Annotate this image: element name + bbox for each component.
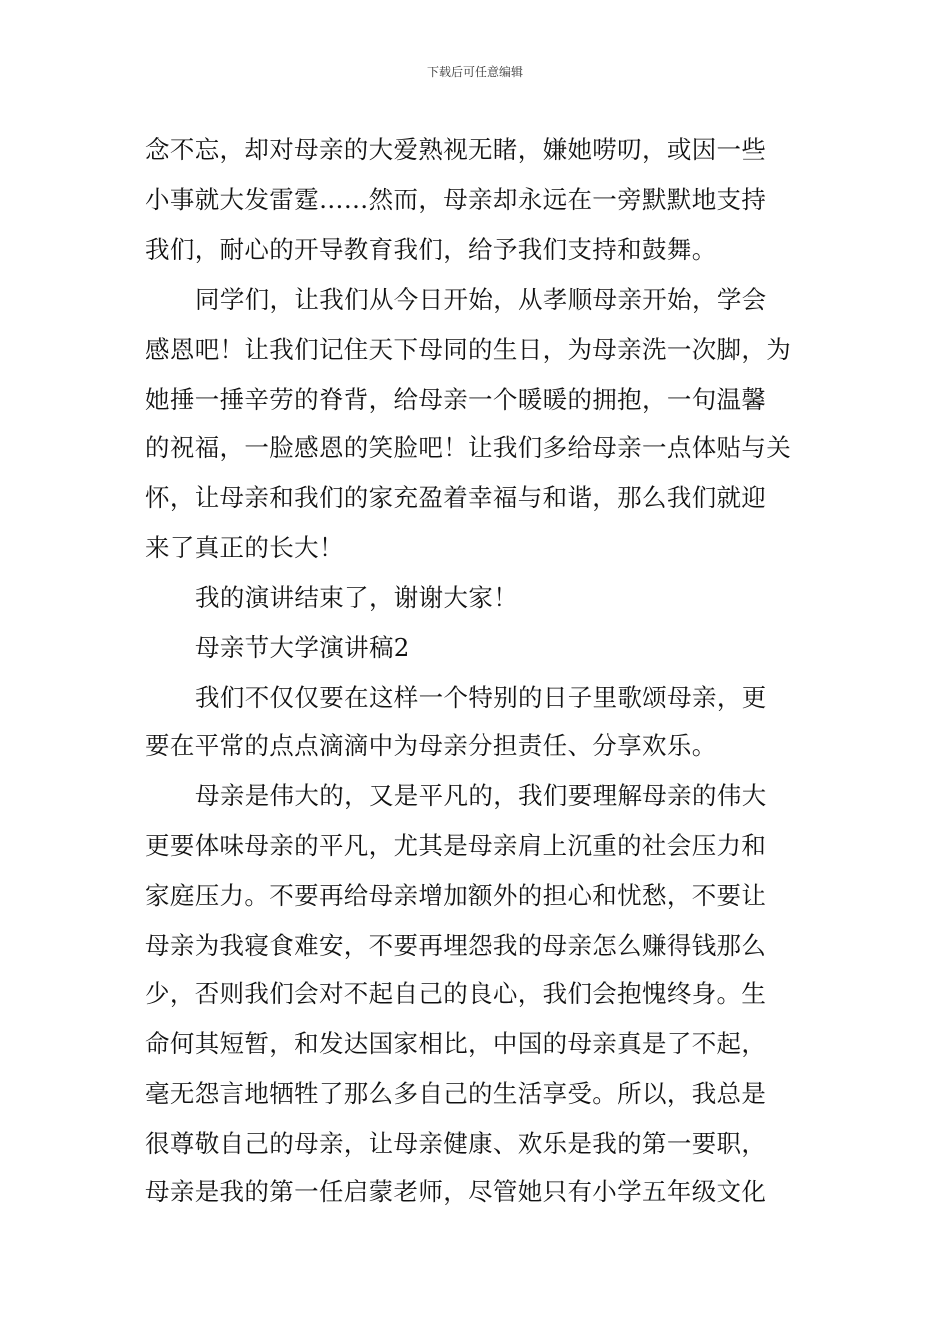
- page-header-note: 下载后可任意编辑: [426, 65, 523, 79]
- text-line: 毫无怨言地牺牲了那么多自己的生活享受。所以，我总是: [145, 1079, 767, 1108]
- text-line: 更要体味母亲的平凡，尤其是母亲肩上沉重的社会压力和: [145, 831, 767, 860]
- section-heading: 母亲节大学演讲稿2: [195, 633, 410, 662]
- text-line: 要在平常的点点滴滴中为母亲分担责任、分享欢乐。: [145, 731, 717, 760]
- text-line: 念不忘，却对母亲的大爱熟视无睹，嫌她唠叨，或因一些: [145, 135, 767, 164]
- text-line: 我们，耐心的开导教育我们，给予我们支持和鼓舞。: [145, 235, 717, 264]
- text-line: 的祝福，一脸感恩的笑脸吧！让我们多给母亲一点体贴与关: [145, 433, 792, 462]
- text-line: 来了真正的长大！: [145, 533, 344, 562]
- text-line: 家庭压力。不要再给母亲增加额外的担心和忧愁，不要让: [145, 881, 767, 910]
- text-line: 感恩吧！让我们记住天下母同的生日，为母亲洗一次脚，为: [145, 335, 792, 364]
- text-line: 少，否则我们会对不起自己的良心，我们会抱愧终身。生: [145, 979, 767, 1008]
- text-line: 母亲为我寝食难安，不要再埋怨我的母亲怎么赚得钱那么: [145, 931, 767, 960]
- text-line: 我们不仅仅要在这样一个特别的日子里歌颂母亲，更: [195, 683, 767, 712]
- text-line: 母亲是我的第一任启蒙老师，尽管她只有小学五年级文化: [145, 1177, 767, 1206]
- text-line: 她捶一捶辛劳的脊背，给母亲一个暖暖的拥抱，一句温馨: [145, 385, 767, 414]
- text-line: 同学们，让我们从今日开始，从孝顺母亲开始，学会: [195, 285, 767, 314]
- text-line: 母亲是伟大的，又是平凡的，我们要理解母亲的伟大: [195, 781, 767, 810]
- text-line: 小事就大发雷霆……然而，母亲却永远在一旁默默地支持: [145, 185, 767, 214]
- text-line: 很尊敬自己的母亲，让母亲健康、欢乐是我的第一要职，: [145, 1129, 767, 1158]
- text-line: 我的演讲结束了，谢谢大家！: [195, 583, 519, 612]
- text-line: 怀，让母亲和我们的家充盈着幸福与和谐，那么我们就迎: [145, 483, 767, 512]
- text-line: 命何其短暂，和发达国家相比，中国的母亲真是了不起，: [145, 1029, 767, 1058]
